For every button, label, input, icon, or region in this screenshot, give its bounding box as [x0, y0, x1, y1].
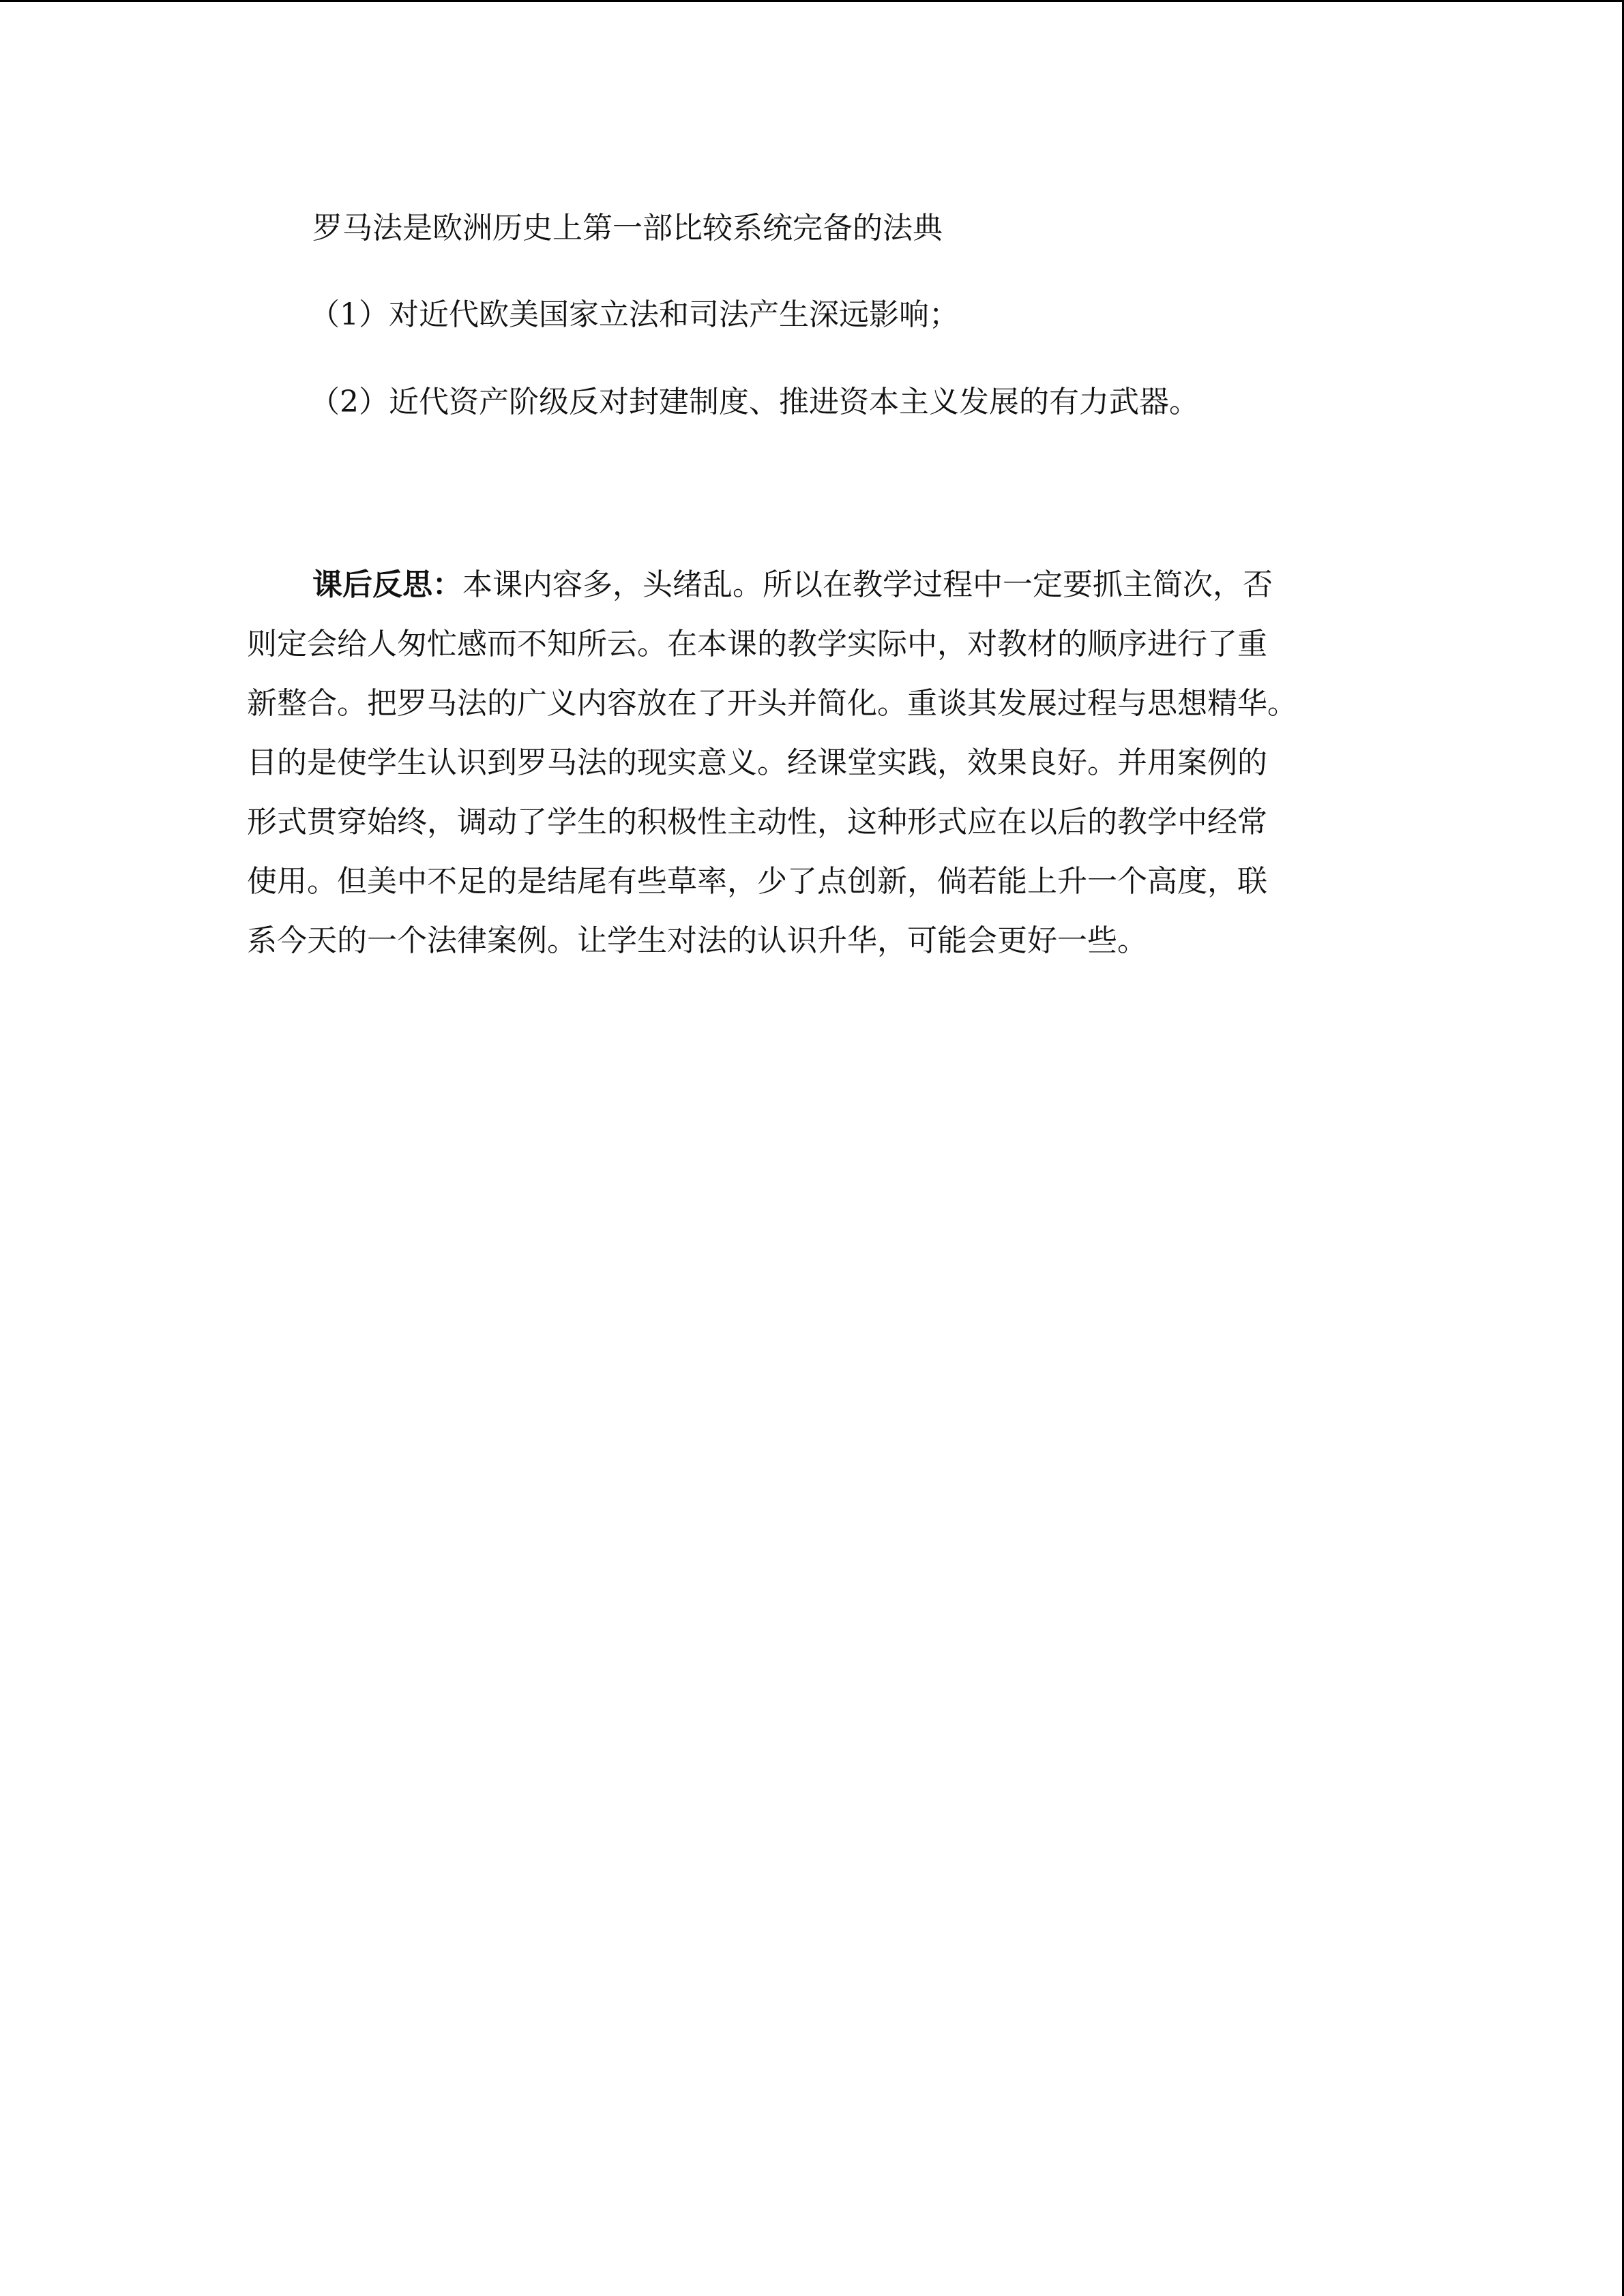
page-top-border — [0, 0, 1624, 2]
reflection-section — [247, 555, 1379, 970]
reflection-line: 系今天的一个法律案例。让学生对法的认识升华，可能会更好一些。 — [247, 923, 1147, 958]
reflection-line: 本课内容多，头绪乱。所以在教学过程中一定要抓主简次，否 — [462, 567, 1273, 602]
reflection-line: 则定会给人匆忙感而不知所云。在本课的教学实际中，对教材的顺序进行了重 — [247, 627, 1267, 661]
reflection-title: 课后反思： — [312, 567, 462, 602]
reflection-line: 目的是使学生认识到罗马法的现实意义。经课堂实践，效果良好。并用案例的 — [247, 745, 1267, 780]
intro-heading: 罗马法是欧洲历史上第一部比较系统完备的法典 — [312, 211, 943, 245]
list-item: （1）对近代欧美国家立法和司法产生深远影响； — [310, 297, 959, 332]
reflection-line: 使用。但美中不足的是结尾有些草率，少了点创新，倘若能上升一个高度，联 — [247, 864, 1267, 899]
reflection-first-line — [247, 555, 1379, 614]
reflection-line: 新整合。把罗马法的广义内容放在了开头并简化。重谈其发展过程与思想精华。 — [247, 686, 1297, 721]
reflection-line: 形式贯穿始终，调动了学生的积极性主动性，这种形式应在以后的教学中经常 — [247, 805, 1267, 839]
list-item: （2）近代资产阶级反对封建制度、推进资本主义发展的有力武器。 — [310, 385, 1199, 419]
